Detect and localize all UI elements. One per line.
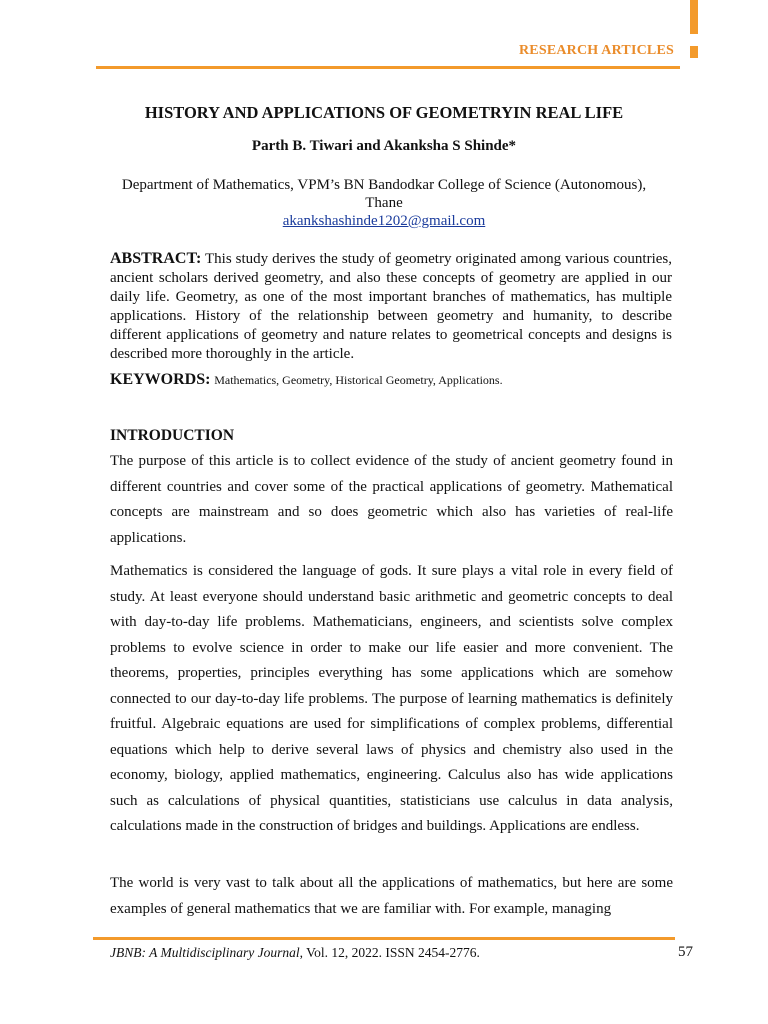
affiliation-text: Department of Mathematics, VPM’s BN Bandodkar College of Science (Autonomous), Thane	[121, 177, 647, 211]
abstract	[110, 249, 672, 364]
author-email-link[interactable]: akankshashinde1202@gmail.com	[282, 213, 486, 229]
author-affiliation	[110, 176, 658, 230]
intro-paragraph-3: The world is very vast to talk about all the applications of mathematics, but here are some examples of general mathematics that we are familiar with. For example, managing	[110, 875, 673, 917]
footer-citation-details: , Vol. 12, 2022. ISSN 2454-2776.	[299, 945, 480, 960]
article-authors: Parth B. Tiwari and Akanksha S Shinde*	[251, 138, 517, 154]
footer-journal-name: JBNB: A Multidisciplinary Journal	[110, 945, 300, 960]
keywords-text: Mathematics, Geometry, Historical Geometry, Applications.	[214, 373, 503, 387]
intro-paragraph-2: Mathematics is considered the language of gods. It sure plays a vital role in every field of study. At least everyone should understand basic arithmetic and geometric concepts to deal with day-to-day life problems. Mathematicians, engineers, and scientists solve complex problems to evolve science in order to make our life easier and more convenient. The theorems, properties, principles everything has some applications which are somehow connected to our day-to-day life problems. The purpose of learning mathematics is definitely fruitful. Algebraic equations are used for simplifications of complex problems, differential equations which help to derive several laws of physics and chemistry also used in the economy, biology, applied mathematics, engineering. Calculus also has wide applications such as calculations of physical quantities, statisticians use calculus in data analysis, calculations made in the construction of bridges and buildings. Applications are endless.	[110, 563, 673, 834]
keywords	[110, 371, 672, 389]
intro-paragraph-1: The purpose of this article is to collect evidence of the study of ancient geometry found in different countries and cover some of the practical applications of geometry. Mathematical concepts are mainstream and so does geometric which also has varieties of real-life applications.	[110, 453, 673, 546]
header-accent-bar	[690, 0, 698, 34]
article-title: HISTORY AND APPLICATIONS OF GEOMETRYIN REAL LIFE	[144, 103, 624, 122]
introduction-heading: INTRODUCTION	[110, 427, 235, 444]
keywords-label: KEYWORDS:	[110, 371, 211, 388]
page-number: 57	[678, 944, 693, 960]
footer-rule	[93, 937, 675, 940]
abstract-text: This study derives the study of geometry originated among various countries, ancient scholars derived geometry, and also these concepts of geometry are applied in our daily life. Geometry, as one of the most important branches of mathematics, has multiple applications. History of the relationship between geometry and humanity, to describe different applications of geometry and nature relates to geometrical concepts and designs is described more thoroughly in the article.	[110, 251, 672, 362]
section-label: RESEARCH ARTICLES	[518, 43, 674, 58]
header-rule	[96, 66, 680, 69]
footer-citation	[110, 945, 480, 961]
header-accent-square	[690, 46, 698, 58]
abstract-label: ABSTRACT:	[110, 250, 202, 267]
